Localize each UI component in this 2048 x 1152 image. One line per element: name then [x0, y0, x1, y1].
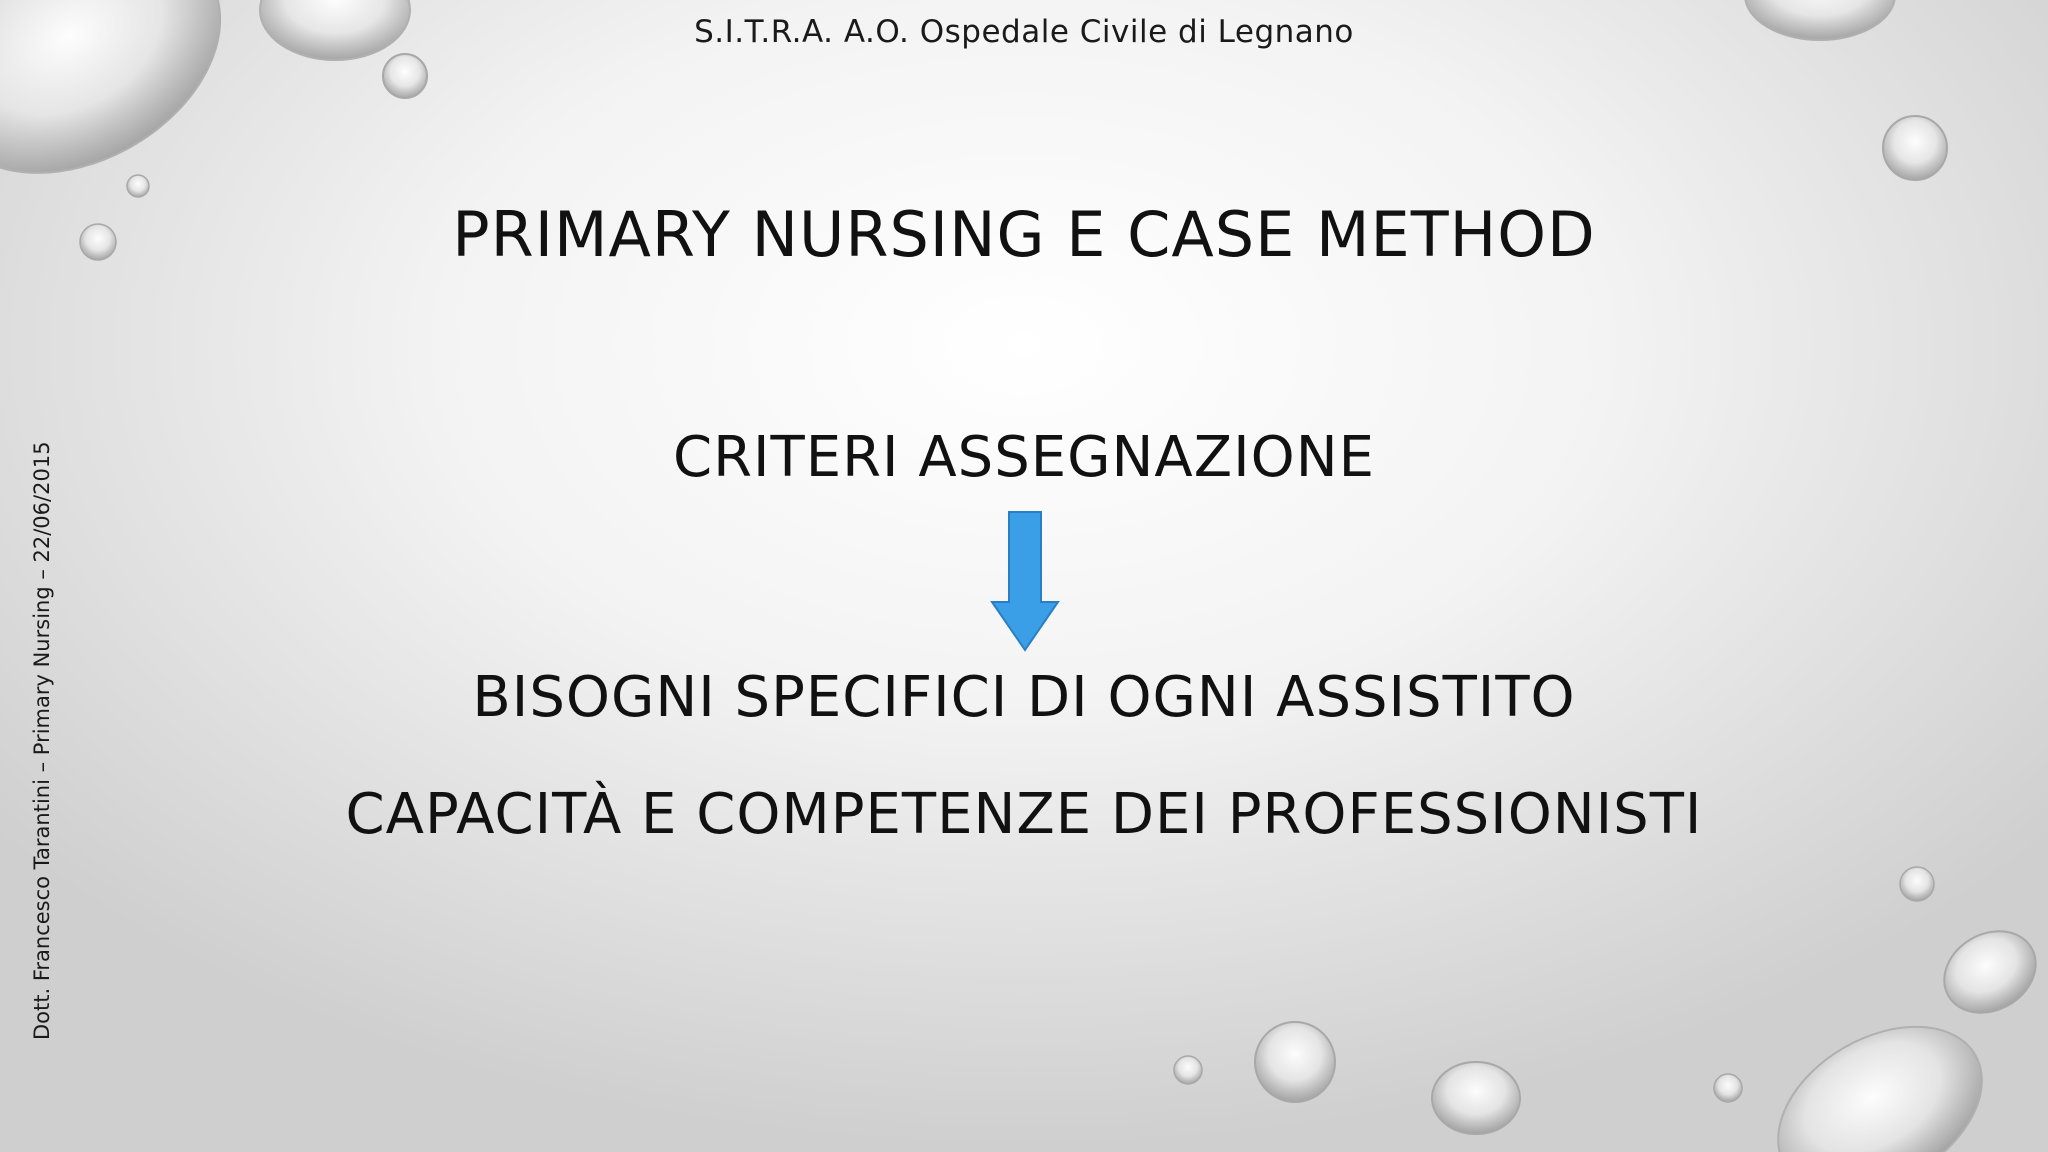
arrow-down-shape: [992, 512, 1058, 650]
slide-header: S.I.T.R.A. A.O. Ospedale Civile di Legnano: [694, 14, 1354, 50]
footer-author-date: Dott. Francesco Tarantini – Primary Nursing – 22/06/2015: [30, 441, 54, 1040]
criterion-professional-skills: CAPACITÀ E COMPETENZE DEI PROFESSIONISTI: [345, 782, 1703, 847]
arrow-down-icon: [990, 510, 1060, 652]
slide-title: PRIMARY NURSING E CASE METHOD: [452, 198, 1596, 271]
criteria-heading: CRITERI ASSEGNAZIONE: [673, 425, 1375, 490]
criterion-patient-needs: BISOGNI SPECIFICI DI OGNI ASSISTITO: [472, 665, 1576, 730]
